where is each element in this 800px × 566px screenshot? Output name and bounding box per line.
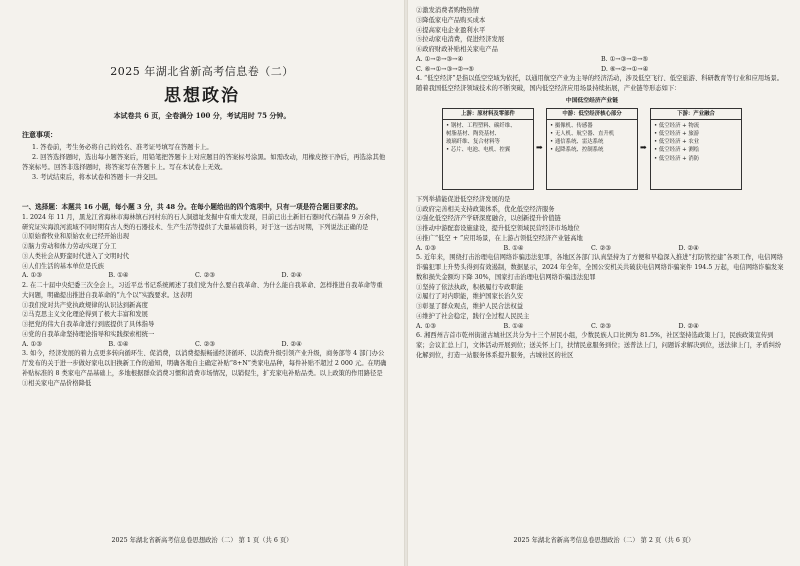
exam-info: 本试卷共 6 页，全卷满分 100 分，考试用时 75 分钟。 xyxy=(113,111,291,120)
right-questions xyxy=(416,6,786,361)
midstream-heading: 中游：低空经济核心部分 xyxy=(547,109,637,120)
question-stem: 6. 湘西州吉首市乾州街道古城社区共分为十三个居民小组，少数民族人口比例为 81.5%，社区坚持选政策上门，民族政策宣传到家；会议汇总上门，文体活动开展到位；送关怀上门，扶情民意服务到位；送普法上门，问题诉求解决到位，送法律上门，矛盾纠纷化解到位，打造一站服务体系提升服务，古城社区的社区 xyxy=(416,332,782,359)
question-stem: 4. “低空经济”是指以低空空域为依托，以通用航空产业为主导的经济活动，涉及低空飞行、低空旅游、科研教育等行业和应用场景。随着我国低空经济领域技术的不断突破，国内低空经济应用场景持续拓展，产业链等形态如下： xyxy=(416,75,784,92)
statement-item: ②脑力劳动和体力劳动实现了分工 xyxy=(22,243,117,251)
midstream-item: • 无人机、航空器、直升机 xyxy=(550,131,615,138)
option-b: B. ①→③→②→⑤ xyxy=(601,55,649,63)
statement-item: ①原始畜牧业和原始农业已经开始出现 xyxy=(22,233,130,241)
midstream-item: • 起降系统、控制系统 xyxy=(550,147,604,154)
downstream-item: • 低空经济 + 农业 xyxy=(654,139,700,146)
statement-item: ②激发消费者购物热情 xyxy=(416,7,479,14)
option-a: A. ①③ xyxy=(416,322,436,330)
option-a: A. ①→②→③→④ xyxy=(416,55,463,63)
notes-section xyxy=(22,130,388,183)
question-stem: 1. 2024 年 11 月，黑龙江省海林市海林镇石河村东的石人洞遗址发掘中有重大发现，目前已出土新旧石器时代石制品 9 万余件，研究证实海浪河流域不同时期有古人类的石器技术、生产生活等提供了大量基础资料，对于这一远古时期，下列说法正确的是 xyxy=(22,213,383,231)
option-c: C. ②③ xyxy=(195,340,215,348)
statement-item: ②履行了对内职能，维护国家长治久安 xyxy=(416,293,524,301)
option-b: B. ①④ xyxy=(503,244,524,252)
industry-chain-diagram xyxy=(442,97,742,191)
statement-item: ③把党的伟大自我革命进行到底提供了具体指导 xyxy=(22,321,155,329)
arrow-right-icon: ➡ xyxy=(536,142,543,152)
midstream-item: • 摄像机、传感器 xyxy=(550,123,593,130)
statement-item: ④推广“低空 + ”应用场景，在上游占领低空经济产业链高地 xyxy=(416,234,583,242)
page-footer: 2025 年湖北省新高考信息卷思想政治（二） 第 2 页（共 6 页） xyxy=(513,537,695,544)
diagram-title: 中国低空经济产业链 xyxy=(565,97,619,104)
option-d: D. ②④ xyxy=(281,340,302,348)
option-a: A. ①③ xyxy=(416,244,436,252)
question-2 xyxy=(22,281,388,349)
answer-options xyxy=(416,322,786,332)
page-footer: 2025 年湖北省新高考信息卷思想政治（二） 第 1 页（共 6 页） xyxy=(111,537,293,544)
answer-options xyxy=(22,271,388,281)
note-item: 2. 回答选择题时，选出每小题答案后，用铅笔把答题卡上对应题目的答案标号涂黑。如需改动，用橡皮擦干净后，再选涂其他答案标号。回答非选择题时，将答案写在答题卡上。写在本试卷上无效。 xyxy=(22,152,386,171)
statement-item: ④党的自我革命坚持理论指导和实践探索相统一 xyxy=(22,330,155,338)
upstream-item: • 芯片、电池、电机、控翼 xyxy=(446,147,511,154)
option-c: C. ②③ xyxy=(591,322,611,330)
arrow-right-icon: ➡ xyxy=(640,142,647,152)
left-questions xyxy=(22,203,388,388)
option-c: C. ②③ xyxy=(591,244,611,252)
statement-item: ①政府完善相关支持政策体系，优化低空经济服务 xyxy=(416,205,555,213)
question-stem: 2. 在二十届中央纪委三次全会上，习近平总书记系统阐述了我们党为什么要自我革命、为什么能自我革命、怎样推进自我革命等重大问题，明确提出推进自我革命的“九个以”实践要求。这表明 xyxy=(22,282,383,299)
note-item: 3. 考试结束后，将本试卷和答题卡一并交回。 xyxy=(32,172,162,181)
question-3 xyxy=(22,349,388,388)
midstream-box xyxy=(546,108,638,190)
upstream-item: • 钢材、工程塑料、碳纤维、 xyxy=(446,123,516,130)
option-b: B. ①④ xyxy=(108,340,129,348)
option-c: C. ⑥→①→③→②→⑤ xyxy=(416,65,474,73)
statement-item: ④维护了社会稳定，践行全过程人民民主 xyxy=(416,312,530,320)
statement-item: ⑤拉动家电消费，促进经济发展 xyxy=(416,36,505,44)
question-3-continued xyxy=(416,6,786,74)
notes-heading: 注意事项： xyxy=(22,130,57,139)
option-d: D. ⑥→②→①→④ xyxy=(601,65,649,73)
answer-options xyxy=(22,340,388,350)
option-a: A. ①③ xyxy=(22,272,42,280)
upstream-box xyxy=(442,108,534,190)
question-5 xyxy=(416,253,786,331)
exam-title: 2025 年湖北省新高考信息卷（二） xyxy=(110,65,294,78)
option-d: D. ②④ xyxy=(281,272,302,280)
upstream-heading: 上游：原材料及零部件 xyxy=(443,109,533,120)
statement-item: ④人们生活的基本单位是氏族 xyxy=(22,262,104,270)
question-1 xyxy=(22,213,388,281)
statement-item: ①坚持了依法执政，积极履行专政职能 xyxy=(416,283,524,291)
answer-options xyxy=(416,244,786,254)
option-c: C. ②③ xyxy=(195,272,215,280)
option-d: D. ②④ xyxy=(678,322,699,330)
statement-item: ①相关家电产品价格降低 xyxy=(22,379,92,387)
downstream-heading: 下游：产业融合 xyxy=(651,109,741,120)
downstream-item: • 低空经济 + 物流 xyxy=(654,123,700,130)
answer-options xyxy=(416,65,786,75)
statement-item: ①我们党对共产党执政规律的认识达到新高度 xyxy=(22,301,148,309)
question-stem: 3. 如今，经济发展的着力点更多转向循环生、促消费，以消费提振畅通经济循环、以消费升级引领产业升级，商务部等 4 部门办公厅发布的关于进一步做好家电以旧换新工作的通知，明确各地自主确定补贴“8+N”类家电品种，每件补贴不超过 2 000 元。在明确补贴标准的 8 类家电产品基础上，多地根据群众消费习惯和消费市场情况，以销促生，扩充家电补贴品类。以上政策的作用路径是 xyxy=(22,350,387,377)
statement-item: ③人类社会从野蛮时代进入了文明时代 xyxy=(22,252,130,260)
question-prompt: 下列举措能促进低空经济发展的是 xyxy=(416,195,511,203)
question-6 xyxy=(416,331,786,360)
section-heading: 一、选择题：本题共 16 小题，每小题 3 分，共 48 分。在每小题给出的四个选项中，只有一项是符合题目要求的。 xyxy=(22,203,363,211)
midstream-item: • 通信系统、雷达系统 xyxy=(550,139,604,146)
statement-item: ②马克思主义文化理论得到了极大丰富和发展 xyxy=(22,311,148,319)
option-b: B. ①④ xyxy=(108,272,129,280)
downstream-item: • 低空经济 + 旅游 xyxy=(654,131,700,138)
answer-options xyxy=(416,55,786,65)
downstream-item: • 低空经济 + 消防 xyxy=(654,155,700,162)
subject-title: 思想政治 xyxy=(164,86,240,106)
question-stem: 5. 近年来，围绕打击治理电信网络诈骗违法犯罪，各地区各部门认真坚持为了方便和早稳深入推进“打防管控建”各项工作，电信网络诈骗犯罪上升势头得到有效遏制，数据显示，2024 年全年，全国公安机关共破获电信网络诈骗案件 194.5 万起，电信网络诈骗发案数和损失金额均下降 30%，国家打击治理电信网络诈骗违法犯罪 xyxy=(416,254,784,281)
note-item: 1. 答卷前，考生务必将自己的姓名、准考证号填写在答题卡上。 xyxy=(32,142,213,151)
downstream-box xyxy=(650,108,742,190)
statement-item: ④提高家电企业盈利水平 xyxy=(416,26,486,34)
upstream-item: 树脂基材、陶瓷基材、 xyxy=(446,131,500,138)
option-a: A. ①③ xyxy=(22,340,42,348)
right-page xyxy=(408,0,800,566)
statement-item: ③彰显了群众观点，维护人民合法权益 xyxy=(416,303,524,310)
option-b: B. ①④ xyxy=(503,322,524,330)
question-4 xyxy=(416,74,786,253)
downstream-item: • 低空经济 + 测绘 xyxy=(654,147,700,154)
option-d: D. ②④ xyxy=(678,244,699,252)
statement-item: ③推动中游配套设施建设，提升低空领域民营经济市场地位 xyxy=(416,225,580,232)
statement-item: ③降低家电产品购买成本 xyxy=(416,16,486,24)
statement-item: ⑥政府财政补贴相关家电产品 xyxy=(416,46,498,53)
statement-item: ②强化低空经济产学研深度融合，以创新提升价值链 xyxy=(416,215,561,223)
upstream-item: 玻璃纤维、复合材料等 xyxy=(446,139,500,146)
